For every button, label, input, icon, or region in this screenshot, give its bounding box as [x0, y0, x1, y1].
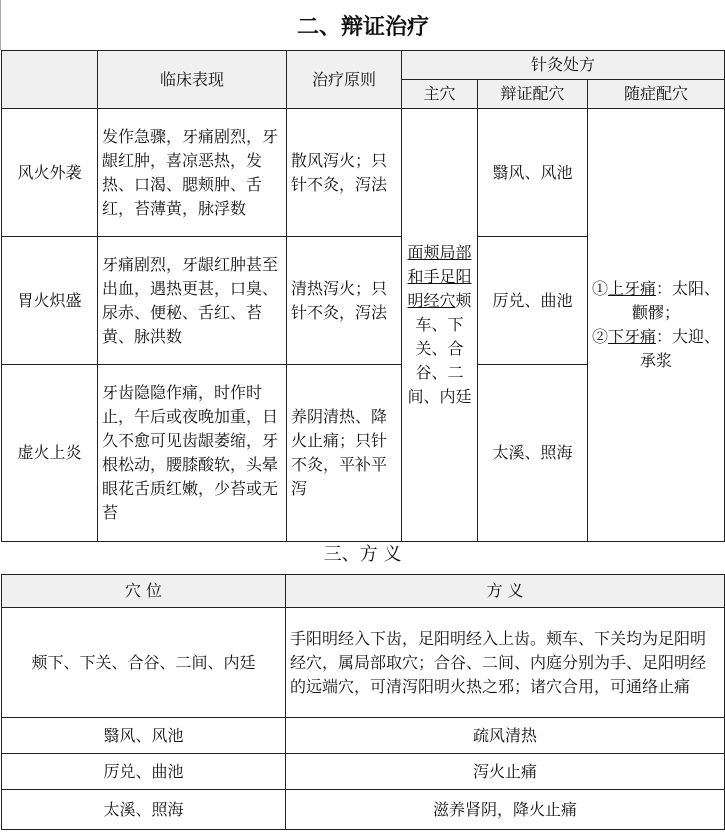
differentiation-points: 厉兑、曲池 — [478, 237, 588, 365]
meaning: 疏风清热 — [286, 718, 725, 754]
differentiation-points: 太溪、照海 — [478, 365, 588, 542]
table-row — [2, 754, 725, 790]
acupoint: 厉兑、曲池 — [2, 754, 286, 790]
header-blank — [2, 51, 98, 109]
section-2-title: 二、辩证治疗 — [0, 0, 725, 50]
header-clinical: 临床表现 — [98, 51, 287, 109]
meaning: 泻火止痛 — [286, 754, 725, 790]
main-points — [402, 109, 478, 542]
section-3-title: 三、方 义 — [323, 544, 402, 565]
syndrome-type: 虚火上炎 — [2, 365, 98, 542]
differentiation-points: 翳风、风池 — [478, 109, 588, 237]
symptom-1-points: ：太阳、颧髎； — [632, 279, 721, 322]
meaning-table — [1, 574, 725, 830]
header-main-points: 主穴 — [402, 80, 478, 109]
symptom-1-name: 上牙痛 — [608, 279, 657, 298]
treatment-principle: 散风泻火；只针不灸，泻法 — [287, 109, 402, 237]
acupoint: 翳风、风池 — [2, 718, 286, 754]
table-row — [2, 608, 725, 718]
header-point: 穴 位 — [2, 575, 286, 608]
header-symptom-points: 随症配穴 — [588, 80, 725, 109]
main-points-primary: 面颊局部和手足阳明经穴 — [407, 243, 472, 310]
header-principle: 治疗原则 — [287, 51, 402, 109]
main-points-list: 颊车、下关、合谷、二间、内廷 — [407, 291, 472, 406]
table-row — [2, 718, 725, 754]
symptom-2-name: 下牙痛 — [608, 327, 657, 346]
clinical-manifestation: 发作急骤，牙痛剧烈，牙龈红肿，喜凉恶热，发热、口渴、腮颊肿、舌红，苔薄黄，脉浮数 — [98, 109, 287, 237]
syndrome-type: 风火外袭 — [2, 109, 98, 237]
meaning: 滋养肾阴，降火止痛 — [286, 790, 725, 830]
table-row — [2, 790, 725, 830]
treatment-principle: 清热泻火；只针不灸，泻法 — [287, 237, 402, 365]
treatment-table — [1, 50, 725, 542]
treatment-principle: 养阴清热、降火止痛；只针不灸，平补平泻 — [287, 365, 402, 542]
table-row — [2, 109, 725, 237]
symptom-1-number: ① — [592, 279, 609, 298]
acupoint: 颊下、下关、合谷、二间、内廷 — [2, 608, 286, 718]
meaning: 手阳明经入下齿，足阳明经入上齿。颊车、下关均为足阳明经穴，属局部取穴；合谷、二间、内庭分别为手、足阳明经的远端穴，可清泻阳明火热之邪；诸穴合用，可通络止痛 — [286, 608, 725, 718]
symptom-2-points: ：大迎、承浆 — [640, 327, 721, 370]
symptom-points — [588, 109, 725, 542]
clinical-manifestation: 牙齿隐隐作痛，时作时止，午后或夜晚加重，日久不愈可见齿龈萎缩，牙根松动，腰膝酸软，头晕眼花舌质红嫩，少苔或无苔 — [98, 365, 287, 542]
clinical-manifestation: 牙痛剧烈，牙龈红肿甚至出血，遇热更甚，口臭、尿赤、便秘、舌红、苔黄、脉洪数 — [98, 237, 287, 365]
header-differentiation-points: 辩证配穴 — [478, 80, 588, 109]
acupoint: 太溪、照海 — [2, 790, 286, 830]
header-meaning: 方 义 — [286, 575, 725, 608]
syndrome-type: 胃火炽盛 — [2, 237, 98, 365]
header-acupuncture: 针灸处方 — [402, 51, 725, 80]
symptom-2-number: ② — [592, 327, 609, 346]
